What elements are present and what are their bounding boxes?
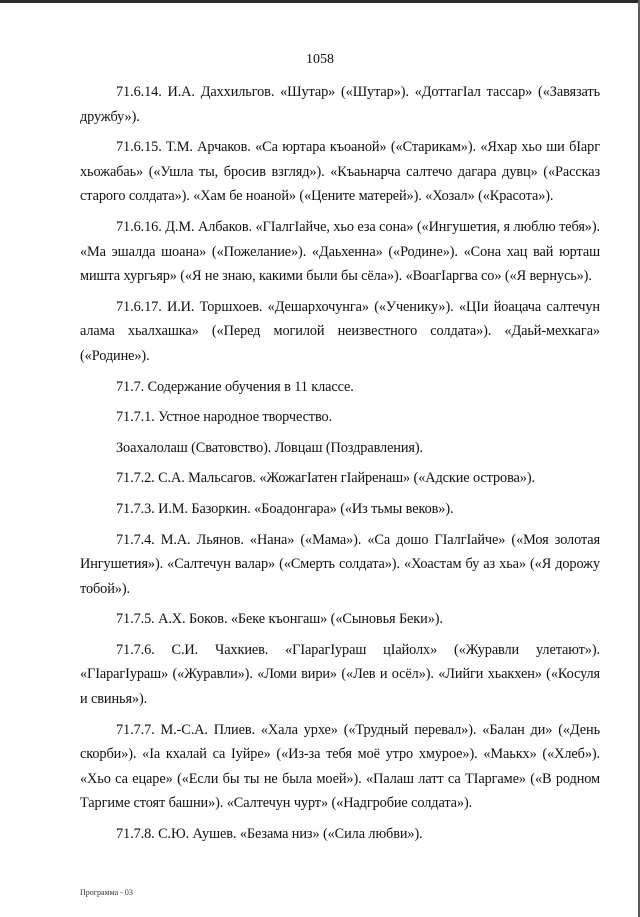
paragraph-71-7-6: 71.7.6. С.И. Чахкиев. «ГІарагІураш цІайолх» («Журавли улетают»). «ГІарагІураш» («Журавли»). «Ломи вири» («Лев и осёл»). «Лийги хьакхен» («Косуля и свинья»). bbox=[80, 641, 600, 708]
paragraph-71-6-14: 71.6.14. И.А. Даххильгов. «Шутар» («Шутар»). «ДоттагІал тассар» («Завязать дружбу»). bbox=[80, 84, 600, 125]
section-heading-71-7: 71.7. Содержание обучения в 11 классе. bbox=[116, 378, 354, 395]
paragraph-71-6-16: 71.6.16. Д.М. Албаков. «ГІалгІайче, хьо еза сона» («Ингушетия, я люблю тебя»). «Ма эшалда шоана» («Пожелание»). «Даьхенна» («Родине»). «Сона хац вай юрташ мишта хургьяр» («Я не знаю, какими были бы сёла»). «ВоагІаргва со» («Я вернусь»). bbox=[80, 218, 600, 285]
footer-note: Программа - 03 bbox=[80, 888, 133, 897]
paragraph-71-7-4: 71.7.4. М.А. Льянов. «Нана» («Мама»). «Са дошо ГІалгІайче» («Моя золотая Ингушетия»). «Салтечун валар» («Смерть солдата»). «Хоастам бу аз хьа» («Я дорожу тобой»). bbox=[80, 531, 600, 597]
paragraph-71-7-8: 71.7.8. С.Ю. Аушев. «Безама низ» («Сила любви»). bbox=[116, 826, 423, 843]
document-body bbox=[80, 80, 600, 853]
paragraph-71-7-2: 71.7.2. С.А. Мальсагов. «ЖожагІатен гІайренаш» («Адские острова»). bbox=[116, 470, 535, 487]
paragraph-71-7-3: 71.7.3. И.М. Базоркин. «Боадонгара» («Из тьмы веков»). bbox=[116, 500, 454, 517]
paragraph-71-7-7: 71.7.7. М.-С.А. Плиев. «Хала урхе» («Трудный перевал»). «Балан ди» («День скорби»). «Іа кхалай са Іуйре» («Из-за тебя моё утро хмурое»). «Маькх» («Хлеб»). «Хьо са ецаре» («Если бы ты не была моей»). «Палаш латт са ТІаргаме» («В родном Таргиме стоят башни»). «Салтечун чурт» («Надгробие солдата»). bbox=[80, 721, 600, 812]
paragraph-71-6-15: 71.6.15. Т.М. Арчаков. «Са юртара къоаной» («Старикам»). «Яхар хьо ши бІарг хьожабаь» («Ушла ты, бросив взгляд»). «Къаьнарча салтечо дагара дувц» («Рассказ старого солдата»). «Хам бе ноаной» («Цените матерей»). «Хозал» («Красота»). bbox=[80, 139, 600, 205]
scan-edge-top bbox=[0, 0, 640, 3]
paragraph-folk-genres: Зоахалолаш (Сватовство). Ловцаш (Поздравления). bbox=[116, 439, 424, 456]
paragraph-71-7-5: 71.7.5. А.Х. Боков. «Беке къонгаш» («Сыновья Беки»). bbox=[116, 611, 443, 628]
page-number: 1058 bbox=[306, 52, 334, 67]
paragraph-71-6-17: 71.6.17. И.И. Торшхоев. «Дешархочунга» («Ученику»). «ЦІи йоацача салтечун алама хьалхашка» («Перед могилой неизвестного солдата»). «Даьй-мехкага» («Родине»). bbox=[80, 298, 600, 364]
paragraph-71-7-1: 71.7.1. Устное народное творчество. bbox=[116, 409, 333, 426]
